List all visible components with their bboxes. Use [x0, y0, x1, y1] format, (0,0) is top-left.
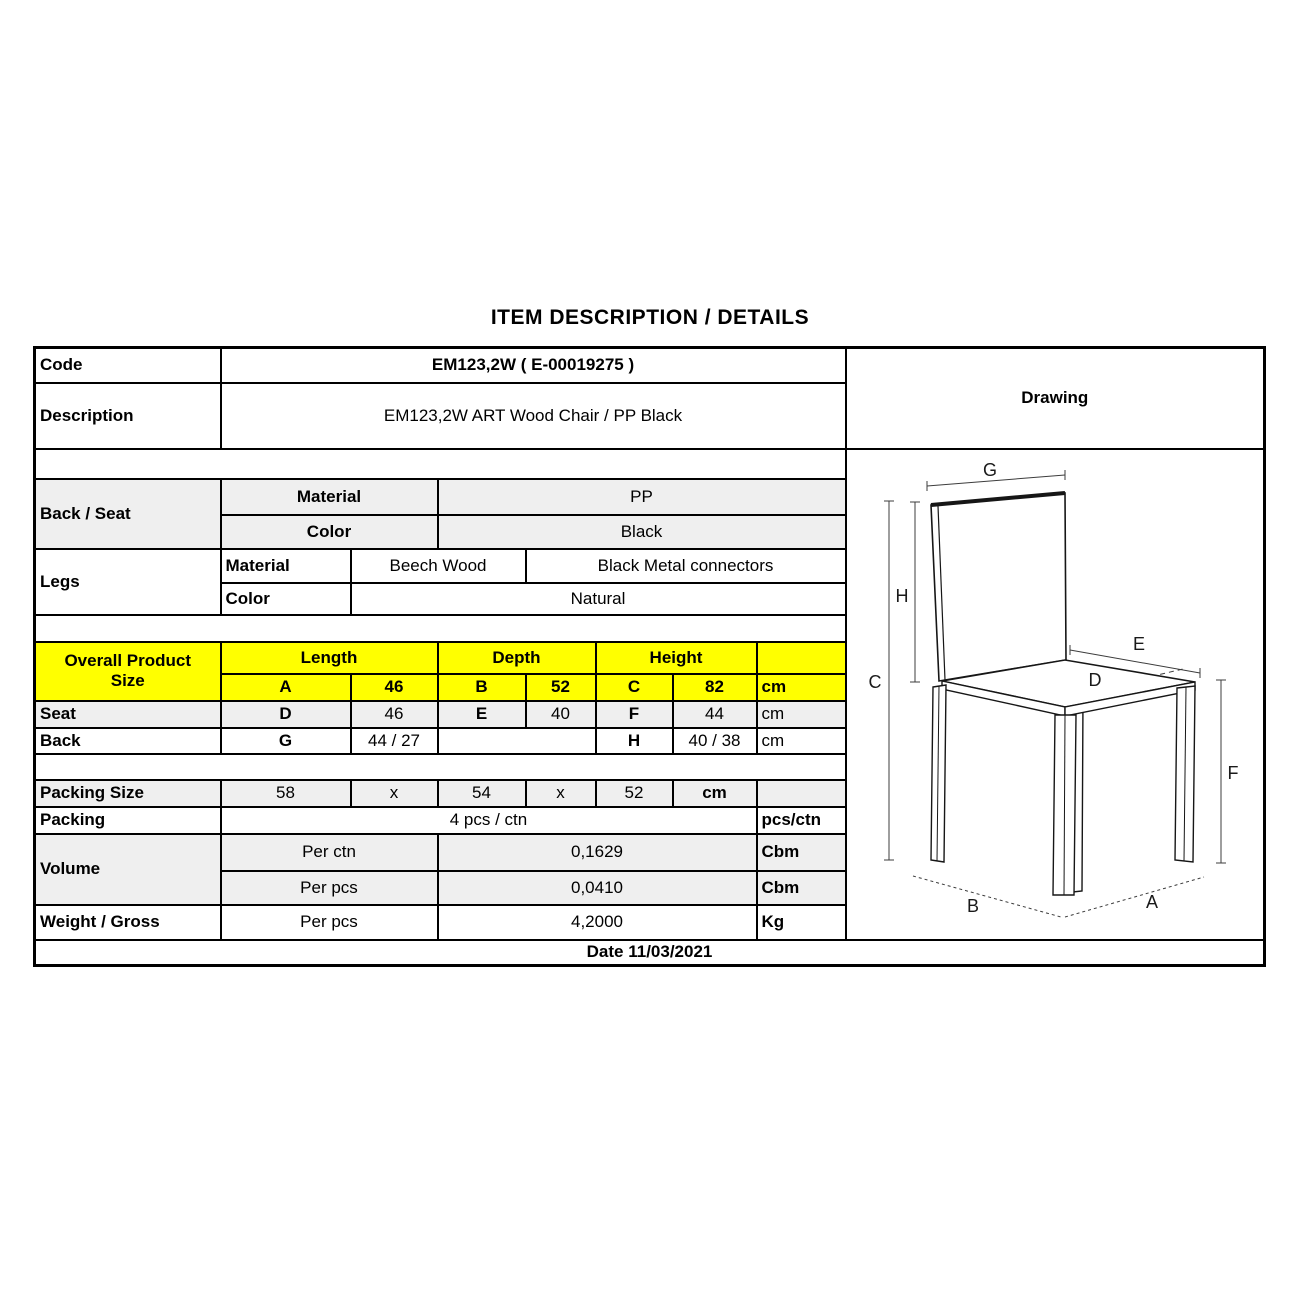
back-seat-material-value: PP: [438, 479, 846, 516]
chair-body: [931, 493, 1195, 895]
volume-ctn-unit: Cbm: [757, 834, 846, 871]
dim-label-a: A: [1145, 891, 1158, 912]
back-unit: cm: [757, 728, 846, 754]
overall-value-b: 52: [526, 674, 596, 701]
weight-label: Weight / Gross: [35, 905, 221, 940]
legs-color-value: Natural: [351, 583, 846, 615]
dim-label-d: D: [1088, 669, 1102, 690]
spacer-cell: [35, 449, 846, 479]
dim-label-h: H: [895, 585, 909, 606]
description-label: Description: [35, 383, 221, 449]
back-value-g: 44 / 27: [351, 728, 438, 754]
dim-line-b: [913, 876, 1061, 917]
weight-value: 4,2000: [438, 905, 757, 940]
seat-key-d: D: [221, 701, 351, 728]
legs-material-label: Material: [221, 549, 351, 583]
overall-unit: cm: [757, 674, 846, 701]
legs-material-value-1: Beech Wood: [351, 549, 526, 583]
overall-value-c: 82: [673, 674, 757, 701]
legs-material-value-2: Black Metal connectors: [526, 549, 846, 583]
legs-label: Legs: [35, 549, 221, 615]
size-col-depth: Depth: [438, 642, 596, 674]
overall-key-c: C: [596, 674, 673, 701]
description-value: EM123,2W ART Wood Chair / PP Black: [221, 383, 846, 449]
dim-label-e: E: [1132, 633, 1145, 654]
chair-drawing: [851, 450, 1265, 934]
seat-unit: cm: [757, 701, 846, 728]
volume-ctn-label: Per ctn: [221, 834, 438, 871]
packing-size-sep2: x: [526, 780, 596, 807]
seat-value-f: 44: [673, 701, 757, 728]
back-seat-color-label: Color: [221, 515, 438, 549]
overall-key-a: A: [221, 674, 351, 701]
volume-pcs-value: 0,0410: [438, 871, 757, 905]
size-section-label-line1: Overall Product: [64, 651, 192, 671]
dim-label-f: F: [1227, 762, 1239, 783]
page-title: ITEM DESCRIPTION / DETAILS: [490, 306, 810, 329]
packing-label: Packing: [35, 807, 221, 834]
overall-value-a: 46: [351, 674, 438, 701]
drawing-cell: [846, 449, 1265, 940]
volume-pcs-label: Per pcs: [221, 871, 438, 905]
dim-label-g: G: [982, 459, 997, 480]
packing-value: 4 pcs / ctn: [221, 807, 757, 834]
size-col-height: Height: [596, 642, 757, 674]
back-depth-empty: [438, 728, 596, 754]
spec-table: [33, 346, 1266, 967]
legs-color-label: Color: [221, 583, 351, 615]
packing-size-empty: [757, 780, 846, 807]
back-value-h: 40 / 38: [673, 728, 757, 754]
size-section-label-line2: Size: [110, 671, 145, 691]
size-section-label: [35, 642, 221, 701]
seat-label: Seat: [35, 701, 221, 728]
drawing-header: Drawing: [846, 348, 1265, 449]
seat-value-e: 40: [526, 701, 596, 728]
back-seat-label: Back / Seat: [35, 479, 221, 550]
code-label: Code: [35, 348, 221, 383]
back-seat-color-value: Black: [438, 515, 846, 549]
size-col-length: Length: [221, 642, 438, 674]
packing-size-v3: 52: [596, 780, 673, 807]
packing-size-sep1: x: [351, 780, 438, 807]
packing-size-v1: 58: [221, 780, 351, 807]
date-row: [35, 940, 1265, 966]
seat-key-f: F: [596, 701, 673, 728]
packing-size-unit: cm: [673, 780, 757, 807]
dim-label-c: C: [868, 671, 882, 692]
packing-size-label: Packing Size: [35, 780, 221, 807]
code-row: [35, 348, 1265, 383]
date-value: Date 11/03/2021: [35, 940, 1265, 966]
back-key-h: H: [596, 728, 673, 754]
seat-key-e: E: [438, 701, 526, 728]
seat-value-d: 46: [351, 701, 438, 728]
spacer-cell: [35, 615, 846, 642]
dim-label-b: B: [966, 895, 979, 916]
spacer-cell: [35, 754, 846, 780]
code-value: EM123,2W ( E-00019275 ): [221, 348, 846, 383]
volume-pcs-unit: Cbm: [757, 871, 846, 905]
size-col-unit-empty: [757, 642, 846, 674]
packing-unit: pcs/ctn: [757, 807, 846, 834]
back-key-g: G: [221, 728, 351, 754]
spacer-row: [35, 449, 1265, 479]
volume-ctn-value: 0,1629: [438, 834, 757, 871]
weight-unit: Kg: [757, 905, 846, 940]
dim-line-a: [1065, 877, 1204, 917]
volume-label: Volume: [35, 834, 221, 905]
overall-key-b: B: [438, 674, 526, 701]
packing-size-v2: 54: [438, 780, 526, 807]
chair-backrest: [931, 493, 1066, 681]
back-seat-material-label: Material: [221, 479, 438, 516]
weight-pcs-label: Per pcs: [221, 905, 438, 940]
back-label: Back: [35, 728, 221, 754]
